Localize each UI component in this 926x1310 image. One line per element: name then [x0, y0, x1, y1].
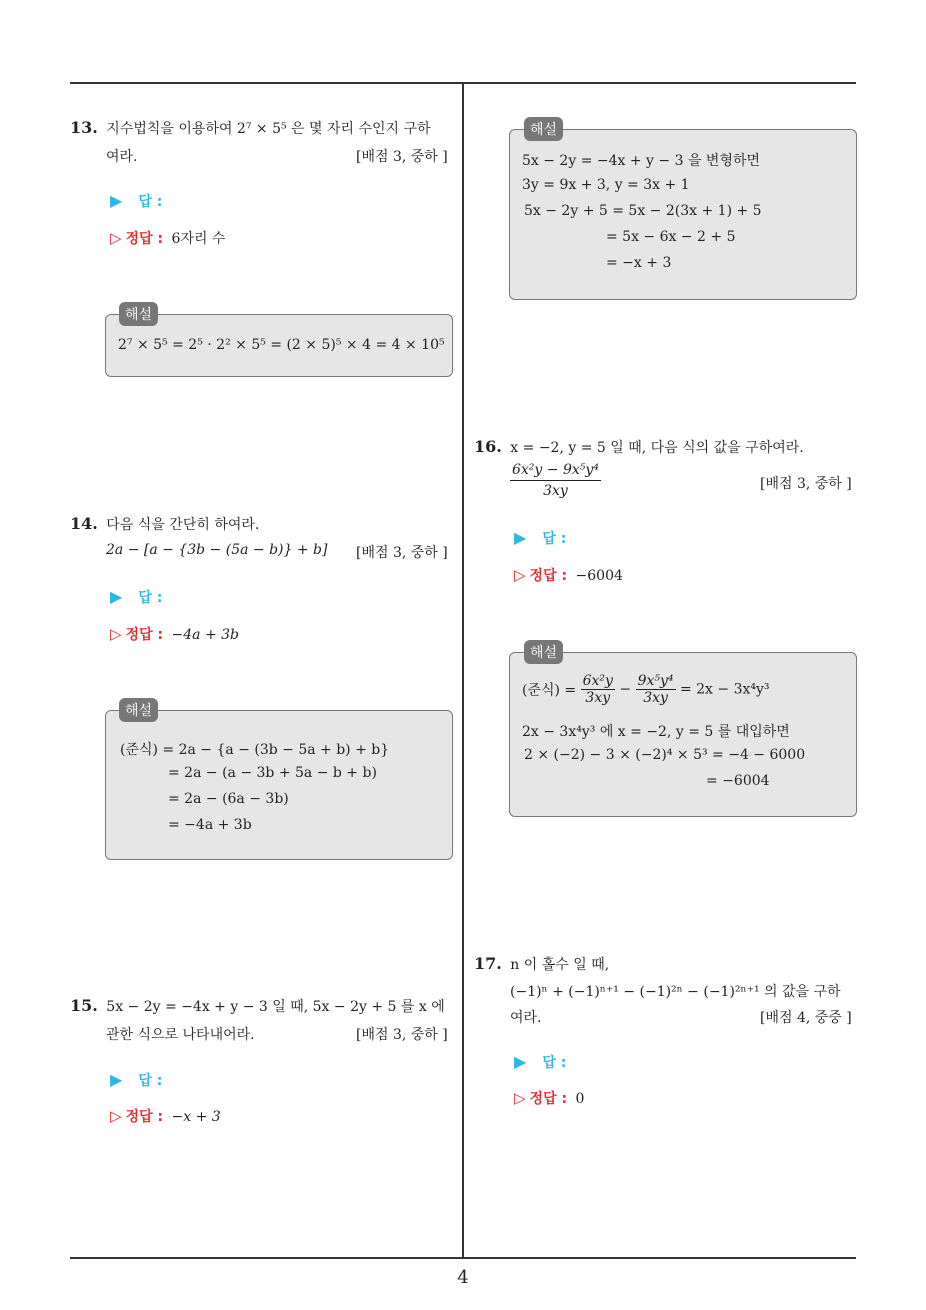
explanation-line: = 2a − (6a − 3b) [168, 791, 289, 807]
explanation-line: = −x + 3 [606, 255, 672, 271]
question-text: n 이 홀수 일 때, [510, 957, 610, 973]
explanation-box [509, 129, 857, 300]
play-triangle-icon: ▶ [110, 1070, 123, 1089]
fraction-numerator: 6x²y − 9x⁵y⁴ [510, 462, 601, 481]
bottom-rule [70, 1257, 856, 1259]
hollow-triangle-icon: ▷ [514, 566, 526, 584]
explanation-line: 2x − 3x⁴y³ 에 x = −2, y = 5 를 대입하면 [522, 724, 790, 740]
explanation-line: = 2a − (a − 3b + 5a − b + b) [168, 765, 377, 781]
play-triangle-icon: ▶ [110, 191, 123, 210]
hollow-triangle-icon: ▷ [110, 1107, 122, 1125]
answer-label: 답 : [138, 194, 163, 210]
score-label: [배점 4, 중중 ] [760, 1010, 852, 1026]
question-text: 다음 식을 간단히 하여라. [106, 517, 260, 533]
correct-answer-row [514, 565, 623, 585]
correct-answer: −4a + 3b [171, 627, 240, 643]
explanation-line: 3y = 9x + 3, y = 3x + 1 [522, 177, 690, 193]
correct-label: 정답 : [125, 1109, 164, 1125]
hollow-triangle-icon: ▷ [110, 625, 122, 643]
score-label: [배점 3, 중하 ] [356, 149, 448, 165]
question-expression: (−1)ⁿ + (−1)ⁿ⁺¹ − (−1)²ⁿ − (−1)²ⁿ⁺¹ 의 값을 구하 [510, 984, 841, 1000]
answer-row [514, 528, 566, 548]
answer-label: 답 : [138, 1073, 163, 1089]
correct-answer: −6004 [575, 568, 623, 584]
explanation-line: 5x − 2y = −4x + y − 3 을 변형하면 [522, 153, 761, 169]
question-text-cont: 여라. [106, 149, 138, 165]
explanation-box [105, 710, 453, 860]
explanation-tag: 해설 [524, 640, 563, 664]
play-triangle-icon: ▶ [110, 587, 123, 606]
explanation-box [509, 652, 857, 817]
score-label: [배점 3, 중하 ] [356, 1027, 448, 1043]
correct-answer-row [110, 228, 225, 248]
explanation-line: = −6004 [706, 773, 770, 789]
question-fraction [510, 462, 601, 499]
correct-answer: 0 [575, 1091, 585, 1107]
correct-answer-row [514, 1088, 584, 1108]
correct-answer: −x + 3 [171, 1109, 221, 1125]
answer-label: 답 : [138, 590, 163, 606]
fraction-denominator: 3xy [585, 690, 611, 706]
problem-number: 13. [70, 118, 98, 137]
question-text: 지수법칙을 이용하여 2⁷ × 5⁵ 은 몇 자리 수인지 구하 [106, 121, 431, 137]
column-divider [462, 82, 464, 1259]
fraction-numerator: 9x⁵y⁴ [637, 673, 674, 689]
score-label: [배점 3, 중하 ] [760, 476, 852, 492]
problem-number: 14. [70, 514, 98, 533]
page-number: 4 [457, 1267, 469, 1288]
correct-answer: 6자리 수 [171, 231, 226, 247]
explanation-line: (준식) = 2a − {a − (3b − 5a + b) + b} [120, 742, 390, 758]
answer-row [110, 191, 162, 211]
explanation-line: 2⁷ × 5⁵ = 2⁵ · 2² × 5⁵ = (2 × 5)⁵ × 4 = 4 × 10⁵ [118, 337, 445, 353]
hollow-triangle-icon: ▷ [514, 1089, 526, 1107]
correct-label: 정답 : [125, 231, 164, 247]
explanation-line: = −4a + 3b [168, 817, 252, 833]
play-triangle-icon: ▶ [514, 528, 527, 547]
fraction-numerator: 6x²y [582, 673, 613, 689]
answer-row [514, 1052, 566, 1072]
problem-number: 15. [70, 996, 98, 1015]
explanation-tag: 해설 [119, 698, 158, 722]
question-text: x = −2, y = 5 일 때, 다음 식의 값을 구하여라. [510, 440, 804, 456]
answer-label: 답 : [542, 531, 567, 547]
explanation-box [105, 314, 453, 377]
score-label: [배점 3, 중하 ] [356, 545, 448, 561]
correct-label: 정답 : [529, 568, 568, 584]
correct-label: 정답 : [125, 627, 164, 643]
correct-label: 정답 : [529, 1091, 568, 1107]
question-expression: 2a − [a − {3b − (5a − b)} + b] [106, 542, 328, 558]
hollow-triangle-icon: ▷ [110, 229, 122, 247]
fraction-denominator: 3xy [543, 483, 568, 499]
answer-row [110, 587, 162, 607]
correct-answer-row [110, 1106, 221, 1126]
explanation-tag: 해설 [119, 302, 158, 326]
explanation-line: 2 × (−2) − 3 × (−2)⁴ × 5³ = −4 − 6000 [524, 747, 806, 763]
answer-label: 답 : [542, 1055, 567, 1071]
explanation-line: 5x − 2y + 5 = 5x − 2(3x + 1) + 5 [524, 203, 762, 219]
correct-answer-row [110, 624, 239, 644]
explanation-line: = 5x − 6x − 2 + 5 [606, 229, 736, 245]
problem-number: 16. [474, 437, 502, 456]
explanation-tag: 해설 [524, 117, 563, 141]
problem-number: 17. [474, 954, 502, 973]
question-text-cont: 관한 식으로 나타내어라. [106, 1027, 255, 1043]
explanation-formula: (준식) = $\frac{\text{6x²y}}{3xy}$ − $\frac{\text{9x⁵y⁴}}{3xy}$ = 2x − 3x⁴y³ [522, 673, 770, 706]
fraction-denominator: 3xy [643, 690, 668, 706]
question-text-cont: 여라. [510, 1010, 542, 1026]
question-text: 5x − 2y = −4x + y − 3 일 때, 5x − 2y + 5 를 x 에 [106, 999, 445, 1015]
answer-row [110, 1070, 162, 1090]
play-triangle-icon: ▶ [514, 1052, 527, 1071]
